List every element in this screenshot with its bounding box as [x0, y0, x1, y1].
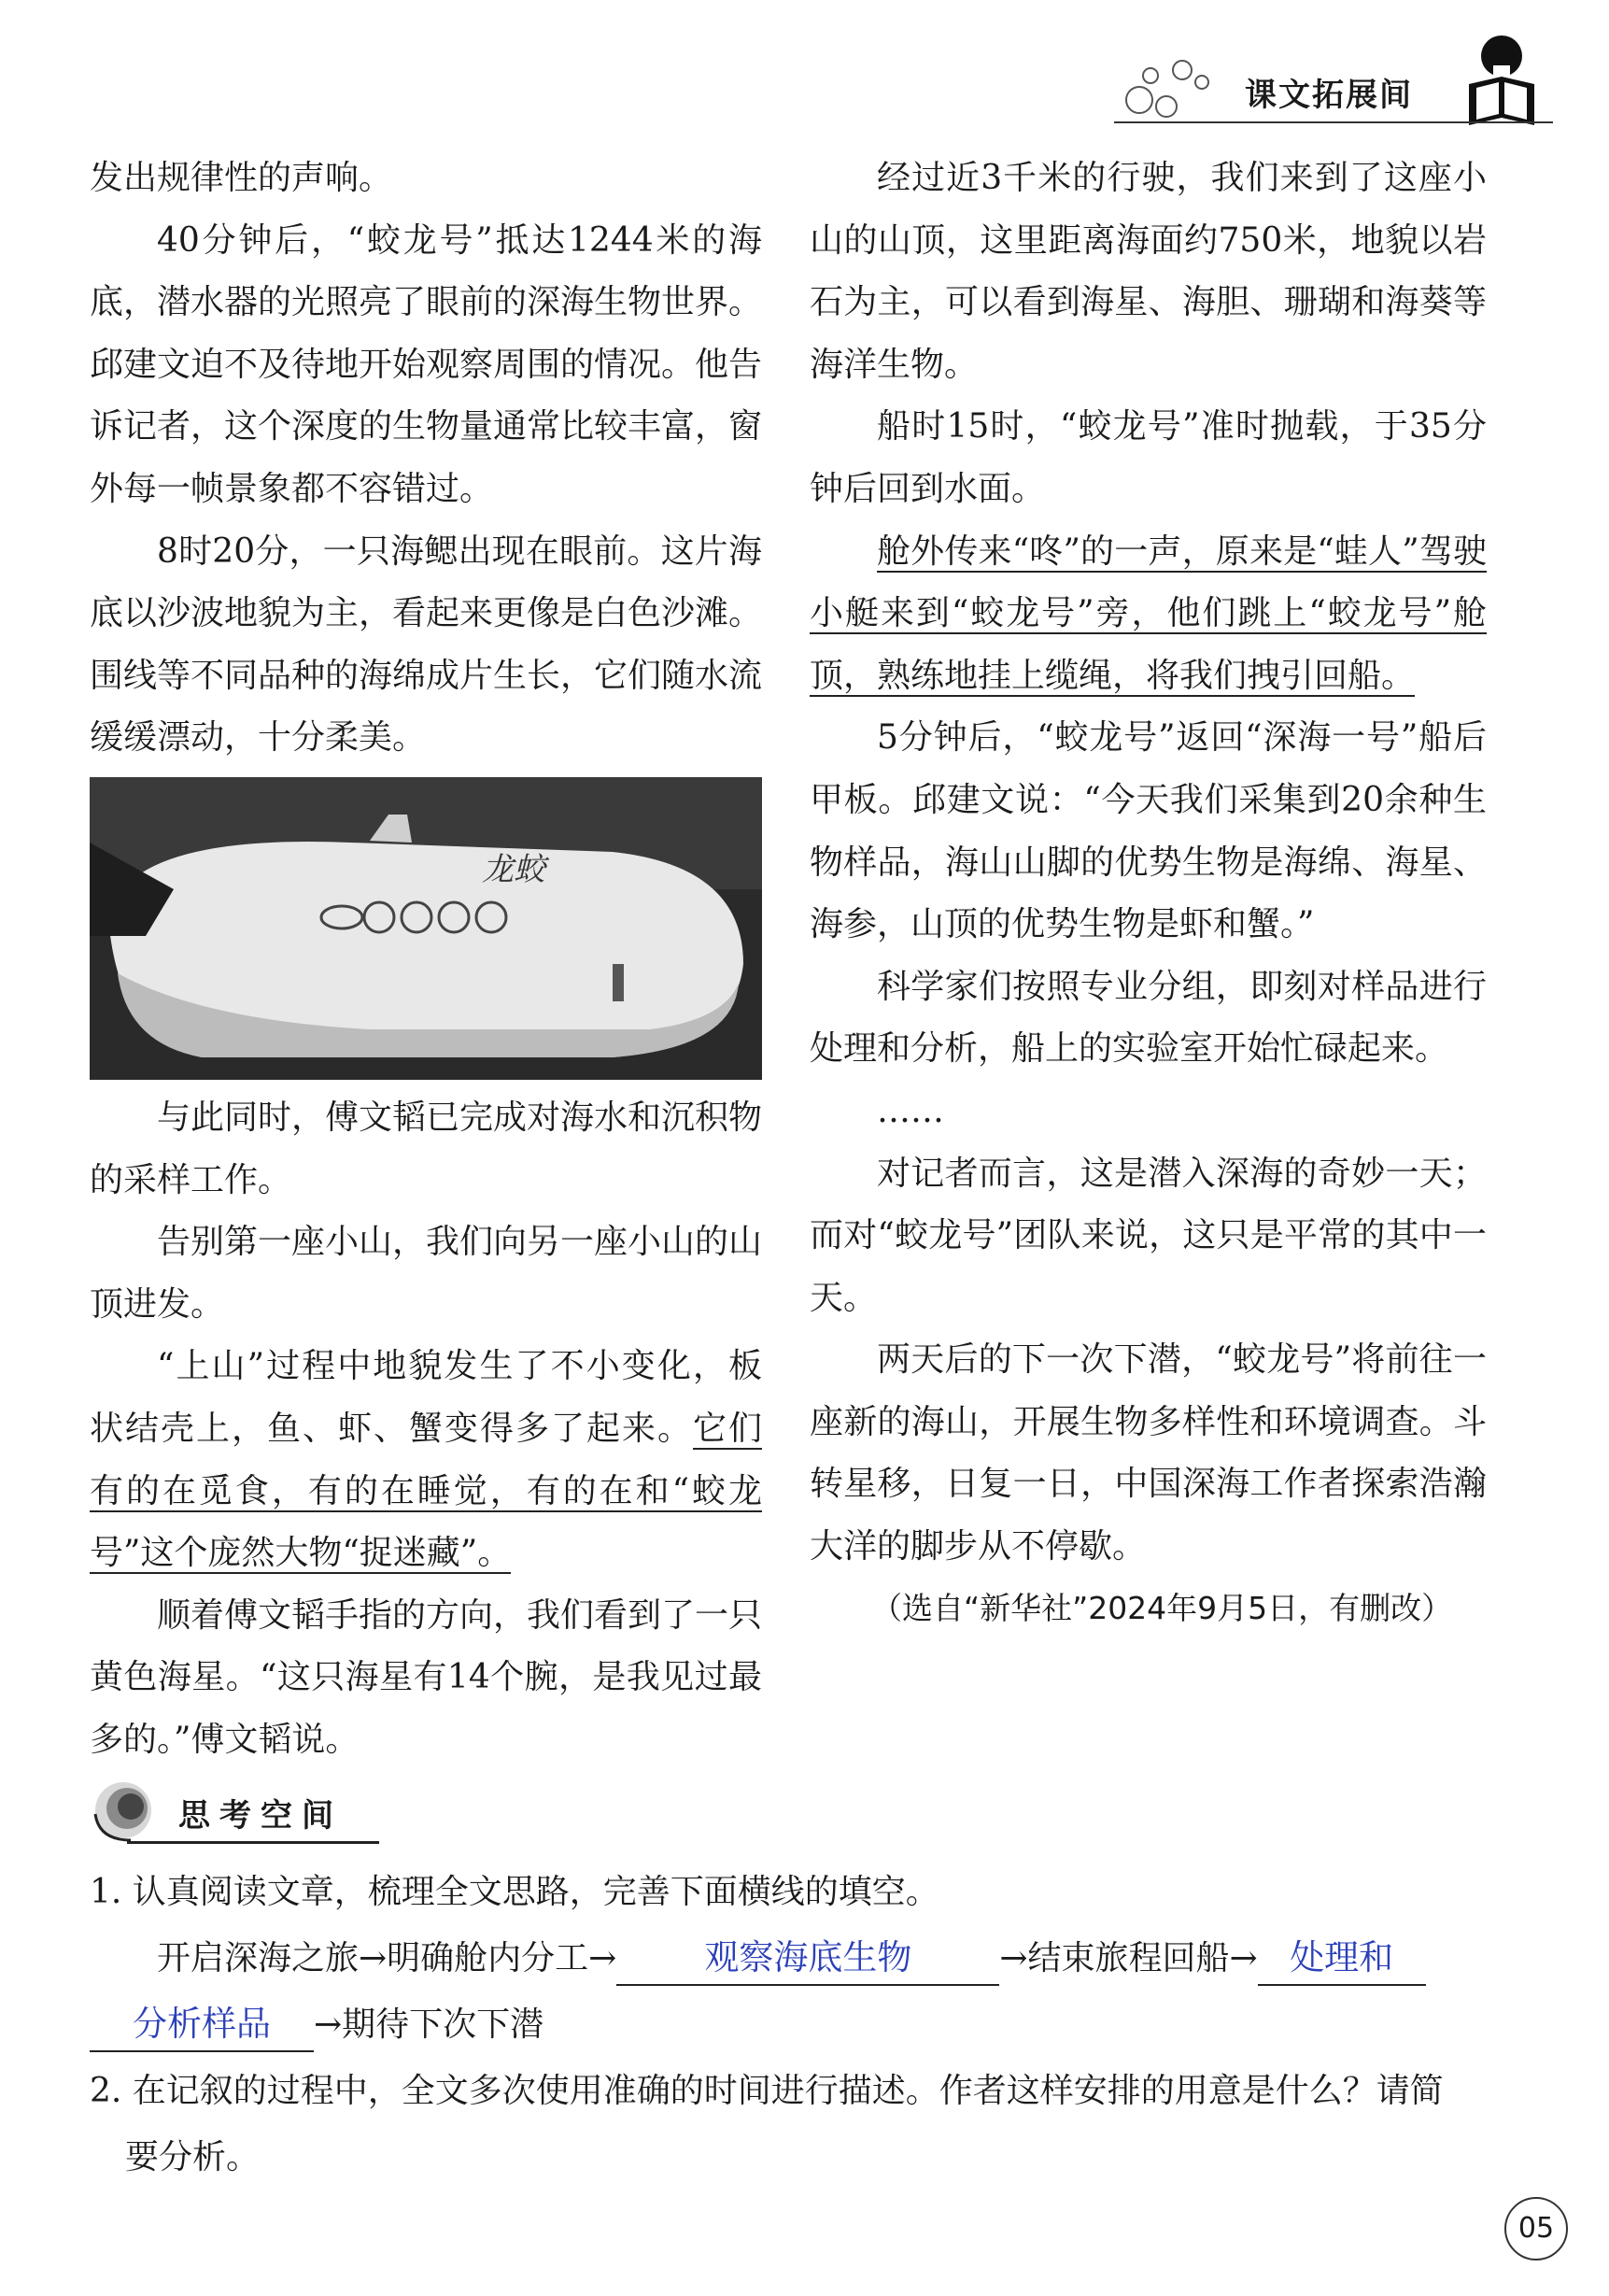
- bubble-decoration: [1194, 75, 1209, 90]
- questions: [90, 1859, 1490, 2190]
- flow-text: 开启深海之旅→明确舱内分工→: [157, 1939, 617, 1977]
- header-rule: [1114, 121, 1553, 123]
- paragraph: [90, 1336, 762, 1584]
- paragraph: 科学家们按照专业分组，即刻对样品进行处理和分析，船上的实验室开始忙碌起来。: [810, 967, 1487, 1069]
- question-2-continued: 要分析。: [125, 2138, 261, 2176]
- underlined-text: 它们有的在觅食，有的在睡觉，有的在和“蛟龙号”这个庞然大物“捉迷藏”。: [90, 1409, 762, 1573]
- bubble-decoration: [1125, 86, 1153, 114]
- flow-line: [90, 1991, 1490, 2058]
- header-title: 课文拓展间: [1245, 77, 1413, 114]
- right-column: [810, 148, 1487, 1638]
- flow-line: [90, 1925, 1490, 1991]
- bubble-decoration: [1172, 60, 1193, 80]
- paragraph: 顺着傅文韬手指的方向，我们看到了一只黄色海星。“这只海星有14个腕，是我见过最多的。”傅文韬说。: [90, 1595, 763, 1759]
- section-rule: [127, 1841, 379, 1844]
- bubble-decoration: [1142, 67, 1159, 84]
- paragraph: [810, 521, 1487, 708]
- paragraph: 经过近3千米的行驶，我们来到了这座小山的山顶，这里距离海面约750米，地貌以岩石为主，可以看到海星、海胆、珊瑚和海葵等海洋生物。: [810, 159, 1487, 384]
- paragraph: 发出规律性的声响。: [90, 159, 393, 197]
- paragraph: 告别第一座小山，我们向另一座小山的山顶进发。: [90, 1223, 763, 1324]
- paragraph: 船时15时，“蛟龙号”准时抛载，于35分钟后回到水面。: [810, 407, 1487, 508]
- underlined-text: 舱外传来“咚”的一声，原来是“蛙人”驾驶小艇来到“蛟龙号”旁，他们跳上“蛟龙号”舱顶，熟练地挂上缆绳，将我们拽引回船。: [810, 531, 1487, 695]
- paragraph: 对记者而言，这是潜入深海的奇妙一天；而对“蛟龙号”团队来说，这只是平常的其中一天。: [810, 1154, 1487, 1317]
- source-citation: （选自“新华社”2024年9月5日，有删改）: [871, 1589, 1453, 1626]
- submersible-photo: [90, 777, 762, 1080]
- photo-label: 龙蛟: [482, 850, 545, 888]
- flow-text: →结束旅程回船→: [999, 1939, 1258, 1977]
- swirl-icon: [90, 1777, 164, 1844]
- flow-text: →期待下次下潜: [314, 2005, 544, 2044]
- question-1: 1. 认真阅读文章，梳理全文思路，完善下面横线的填空。: [90, 1873, 939, 1911]
- answer-blank[interactable]: 观察海底生物: [616, 1932, 999, 1986]
- paragraph: 与此同时，傅文韬已完成对海水和沉积物的采样工作。: [90, 1098, 763, 1199]
- section-heading: [90, 1777, 379, 1844]
- paragraph: 40分钟后，“蛟龙号”抵达1244米的海底，潜水器的光照亮了眼前的深海生物世界。邱建文迫不及待地开始观察周围的情况。他告诉记者，这个深度的生物量通常比较丰富，窗外每一帧景象都不容错过。: [90, 220, 763, 508]
- reading-person-icon: [1450, 28, 1553, 131]
- question-2: 2. 在记叙的过程中，全文多次使用准确的时间进行描述。作者这样安排的用意是什么？请简: [90, 2072, 1444, 2110]
- paragraph: 5分钟后，“蛟龙号”返回“深海一号”船后甲板。邱建文说：“今天我们采集到20余种生物样品，海山山脚的优势生物是海绵、海星、海参，山顶的优势生物是虾和蟹。”: [810, 718, 1487, 944]
- page-header: [1114, 28, 1553, 131]
- paragraph: 8时20分，一只海鳃出现在眼前。这片海底以沙波地貌为主，看起来更像是白色沙滩。围线等不同品种的海绵成片生长，它们随水流缓缓漂动，十分柔美。: [90, 531, 763, 758]
- answer-blank[interactable]: 处理和: [1258, 1932, 1426, 1986]
- page-number: 05: [1504, 2197, 1568, 2261]
- ellipsis: ……: [877, 1091, 944, 1130]
- left-column: [90, 148, 762, 1771]
- paragraph: 两天后的下一次下潜，“蛟龙号”将前往一座新的海山，开展生物多样性和环境调查。斗转星移，日复一日，中国深海工作者探索浩瀚大洋的脚步从不停歇。: [810, 1340, 1487, 1566]
- section-title: 思考空间: [178, 1797, 343, 1835]
- bubble-decoration: [1155, 95, 1178, 118]
- answer-blank[interactable]: 分析样品: [90, 1998, 314, 2052]
- paragraph-text: “上山”过程中地貌发生了不小变化，板状结壳上，鱼、虾、蟹变得多了起来。: [90, 1347, 762, 1448]
